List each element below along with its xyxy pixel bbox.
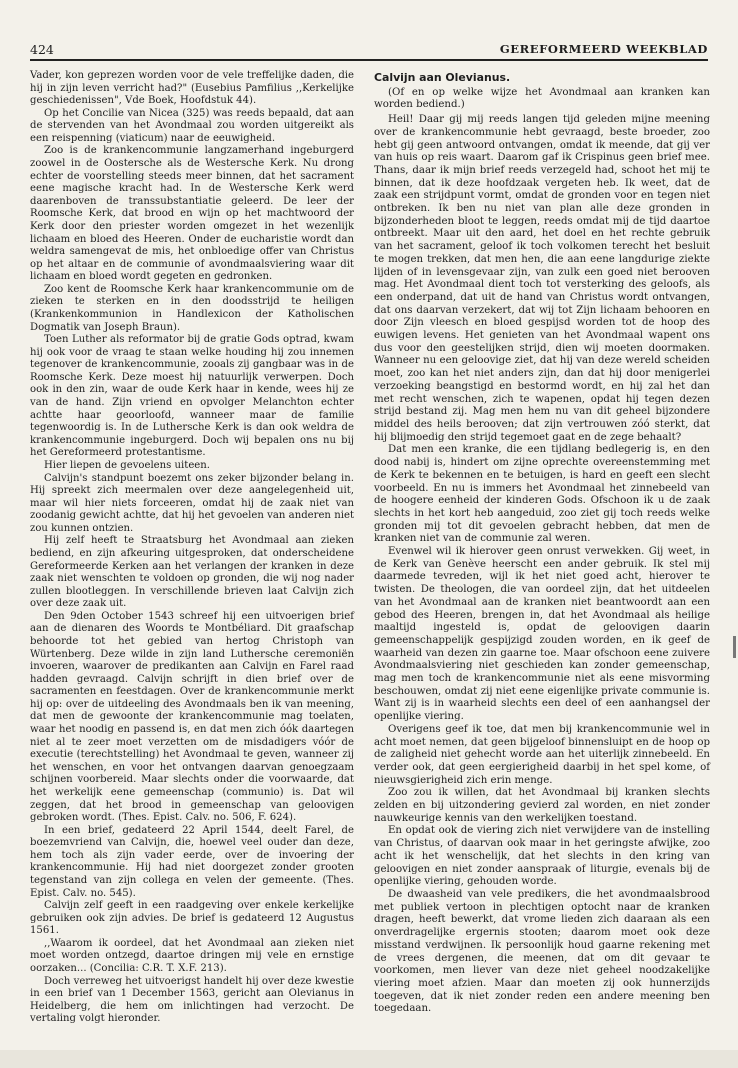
paragraph: Overigens geef ik toe, dat men bij krankencommunie wel in acht moet nemen, dat geen bijgeloof binnensluipt en de hoop op de zaligheid niet gehecht worde aan het uiterlijk zinnebeeld. En verder ook, dat geen eergierigheid daarbij in het spel kome, of nieuwsgierigheid zich erin menge. — [374, 723, 710, 786]
paragraph: Den 9den October 1543 schreef hij een uitvoerigen brief aan de dienaren des Woords te Montbéliard. Dit graafschap behoorde tot het gebied van hertog Christoph van Würtenberg. Deze wilde in zijn land Luthersche ceremoniën invoeren, waarover de predikanten aan Calvijn en Farel raad hadden gevraagd. Calvijn schrijft in dien brief over de sacramenten en feestdagen. Over de krankencommunie merkt hij op: over de uitdeeling des Avondmaals ben ik van meening, dat men de gewoonte der krankencommunie mag toelaten, waar het noodig en passend is, en dat men zich óók daartegen niet al te zeer moet verzetten om de misdadigers vóór de executie (terechtstelling) het Avondmaal te geven, wanneer zij het wenschen, en voor het ontvangen daarvan genoegzaam schijnen voorbereid. Maar slechts onder die voorwaarde, dat het werkelijk eene gemeenschap (communio) is. Dat wil zeggen, dat het brood in gemeenschap van geloovigen gebroken wordt. (Thes. Epist. Calv. no. 506, F. 624). — [30, 610, 354, 824]
paragraph: En opdat ook de viering zich niet verwijdere van de instelling van Christus, of daarvan ook maar in het geringste afwijke, zoo acht ik het wenschelijk, dat het slechts in den kring van geloovigen en niet zonder aanspraak of liturgie, evenals bij de openlijke viering, gehouden worde. — [374, 825, 710, 888]
paragraph: Doch verreweg het uitvoerigst handelt hij over deze kwestie in een brief van 1 December 1563, gericht aan Olevianus in Heidelberg, die hem om inlichtingen had verzocht. De vertaling volgt hieronder. — [30, 975, 354, 1025]
paragraph: Hij zelf heeft te Straatsburg het Avondmaal aan zieken bediend, en zijn afkeuring uitgesproken, dat onderscheidene Gereformeerde Kerken aan het verlangen der kranken in deze zaak niet wenschten te voldoen op gronden, die wij nog nader zullen blootleggen. In verschillende brieven laat Calvijn zich over deze zaak uit. — [30, 535, 354, 610]
header-rule — [30, 59, 708, 61]
paragraph: Evenwel wil ik hierover geen onrust verwekken. Gij weet, in de Kerk van Genève heerscht een ander gebruik. Ik stel mij daarmede tevreden, wijl ik het niet goed acht, hierover te twisten. De theologen, die van oordeel zijn, dat het uitdeelen van het Avondmaal aan de kranken niet beantwoordt aan een gebod des Heeren, brengen in, dat het Avondmaal als heilige maaltijd ingesteld is, opdat de geloovigen daarin gemeenschappelijk gespijzigd zouden worden, en ik geef de waarheid van dezen zin gaarne toe. Maar ofschoon eene zuivere Avondmaalsviering niet geschieden kan zonder gemeenschap, mag men toch de krankencommunie niet als eene misvorming beschouwen, omdat zij niet eene eigenlijke private communie is. Want zij is in waarheid slechts een deel of een aanhangsel der openlijke viering. — [374, 546, 710, 723]
right-column — [374, 70, 710, 1016]
paragraph: Heil! Daar gij mij reeds langen tijd geleden mijne meening over de krankencommunie hebt gevraagd, beste broeder, zoo hebt gij geen antwoord ontvangen, omdat ik meende, dat gij ver van huis op reis waart. Daarom gaf ik Crispinus geen brief mee. Thans, daar ik mijn brief reeds verzegeld had, schoot het mij te binnen, dat ik deze hoofdzaak vergeten heb. Ik weet, dat de zaak een strijdpunt vormt, omdat de gronden voor en tegen niet ontbreken. Ik ben nu niet van plan alle deze gronden in bijzonderheden bloot te leggen, reeds omdat mij de tijd daartoe ontbreekt. Maar uit den aard, het doel en het rechte gebruik van het sacrament, geloof ik toch volkomen terecht het besluit te mogen trekken, dat men hen, die aan eene langdurige ziekte lijden of in levensgevaar zijn, van zulk een goed niet berooven mag. Het Avondmaal dient toch tot versterking des geloofs, als een onderpand, dat uit de hand van Christus wordt ontvangen, dat ons daarvan verzekert, dat wij tot Zijn lichaam behooren en door Zijn vleesch en bloed gespijsd worden tot de hoop des euwigen levens. Het genieten van het Avondmaal wapent ons dus voor den geestelijken strijd, dien wij moeten doormaken. Wanneer nu een geloovige ziet, dat hij van deze wereld scheiden moet, zoo kan het niet anders zijn, dan dat hij door menigerlei verzoeking beangstigd en bestormd wordt, en hij zal het dan met recht wenschen, zich te wapenen, opdat hij tegen dezen strijd bestand zij. Mag men hem nu van dit geheel bijzondere middel des heils berooven; dat zijn vertrouwen zóó sterkt, dat hij blijmoedig den strijd tegemoet gaat en de zege behaalt? — [374, 114, 710, 443]
page-edge-mark — [733, 636, 736, 658]
paragraph: Vader, kon geprezen worden voor de vele treffelijke daden, die hij in zijn leven verricht had?" (Eusebius Pamfilius ,,Kerkelijke geschiedenissen", Vde Boek, Hoofdstuk 44). — [30, 70, 354, 107]
section-heading: Calvijn aan Olevianus. — [374, 71, 511, 84]
paragraph: Toen Luther als reformator bij de gratie Gods optrad, kwam hij ook voor de vraag te staan welke houding hij zou innemen tegenover de krankencommunie, zooals zij gangbaar was in de Roomsche Kerk. Deze moest hij natuurlijk verwerpen. Doch ook in den zin, waar de oude Kerk haar in kende, wees hij ze van de hand. Zijn vriend en opvolger Melanchton echter achtte haar geoorloofd, wanneer maar de familie tegenwoordig is. In de Luthersche Kerk is dan ook weldra de krankencommunie ingeburgerd. Doch wij bepalen ons nu bij het Gereformeerd protestantisme. — [30, 334, 354, 459]
paragraph: ,,Waarom ik oordeel, dat het Avondmaal aan zieken niet moet worden ontzegd, daartoe dringen mij vele en ernstige oorzaken... (Concilia: C.R. T. X.F. 213). — [30, 937, 354, 975]
periodical-title: GEREFORMEERD WEEKBLAD — [499, 42, 708, 56]
paragraph: Op het Concilie van Nicea (325) was reeds bepaald, dat aan de stervenden van het Avondmaal zou worden uitgereikt als een reispenning (viaticum) naar de eeuwigheid. — [30, 107, 354, 144]
paragraph: Dat men een kranke, die een tijdlang bedlegerig is, en den dood nabij is, hindert om zijne oprechte overeenstemming met de Kerk te bekennen en te betuigen, is hard en geeft een slecht voorbeeld. En nu is immers het Avondmaal het zinnebeeld van de hoogere eenheid der kinderen Gods. Ofschoon ik u de zaak slechts in het kort heb aangeduid, zoo ziet gij toch reeds welke gronden mij tot dit gevoelen gebracht hebben, dat men de kranken niet van de communie zal weren. — [374, 444, 710, 545]
page-number: 424 — [30, 42, 54, 57]
page-bottom-edge — [0, 1050, 738, 1068]
paragraph: De dwaasheid van vele predikers, die het avondmaalsbrood met publiek vertoon in plechtigen optocht naar de kranken dragen, heeft bewerkt, dat vrome lieden zich daaraan als een onverdragelijke ergernis stooten; daarom moet ook deze misstand verdwijnen. Ik persoonlijk houd gaarne rekening met de vrees dergenen, die meenen, dat om dit gevaar te voorkomen, men liever van deze niet geheel noodzakelijke viering moet afzien. Maar dan moeten zij ook hunnerzijds toegeven, dat ik niet zonder reden een andere meening ben toegedaan. — [374, 889, 710, 1015]
paragraph: Zoo zou ik willen, dat het Avondmaal bij kranken slechts zelden en bij uitzondering gevierd zal worden, en niet zonder nauwkeurige kennis van den werkelijken toestand. — [374, 787, 710, 824]
left-column — [30, 70, 354, 1026]
paragraph: Zoo is de krankencommunie langzamerhand ingeburgerd zoowel in de Oostersche als de Westersche Kerk. Nu drong echter de voorstelling steeds meer binnen, dat het sacrament eene magische kracht had. In de Westersche Kerk werd daarenboven de transsubstantiatie geleerd. De leer der Roomsche Kerk, dat brood en wijn op het machtwoord der Kerk door den priester worden omgezet in het wezenlijk lichaam en bloed des Heeren. Onder de eucharistie wordt dan weldra samengevat de mis, het onbloedige offer van Christus op het altaar en de communie of avondmaalsviering waar dit lichaam en bloed wordt gegeten en gedronken. — [30, 145, 354, 283]
paragraph: In een brief, gedateerd 22 April 1544, deelt Farel, de boezemvriend van Calvijn, die, hoewel veel ouder dan deze, hem toch als zijn vader eerde, over de invoering der krankencommunie. Hij had niet doorgezet zonder grooten tegenstand van zijn collega en velen der gemeente. (Thes. Epist. Calv. no. 545). — [30, 824, 354, 899]
paragraph: Calvijn zelf geeft in een raadgeving over enkele kerkelijke gebruiken ook zijn advies. De brief is gedateerd 12 Augustus 1561. — [30, 900, 354, 937]
section-subtitle: (Of en op welke wijze het Avondmaal aan kranken kan worden bediend.) — [374, 86, 710, 111]
page-header — [30, 42, 708, 58]
paragraph: Calvijn's standpunt boezemt ons zeker bijzonder belang in. Hij spreekt zich meermalen over deze aangelegenheid uit, maar wil hier niets forceeren, omdat hij de zaak niet van zoodanig gewicht achtte, dat hij het gevoelen van anderen niet zou kunnen ontzien. — [30, 472, 354, 534]
paragraph: Zoo kent de Roomsche Kerk haar krankencommunie om de zieken te sterken en in den doodsstrijd te heiligen (Krankenkommunion in Handlexicon der Katholischen Dogmatik van Joseph Braun). — [30, 283, 354, 333]
paragraph: Hier liepen de gevoelens uiteen. — [44, 459, 210, 471]
